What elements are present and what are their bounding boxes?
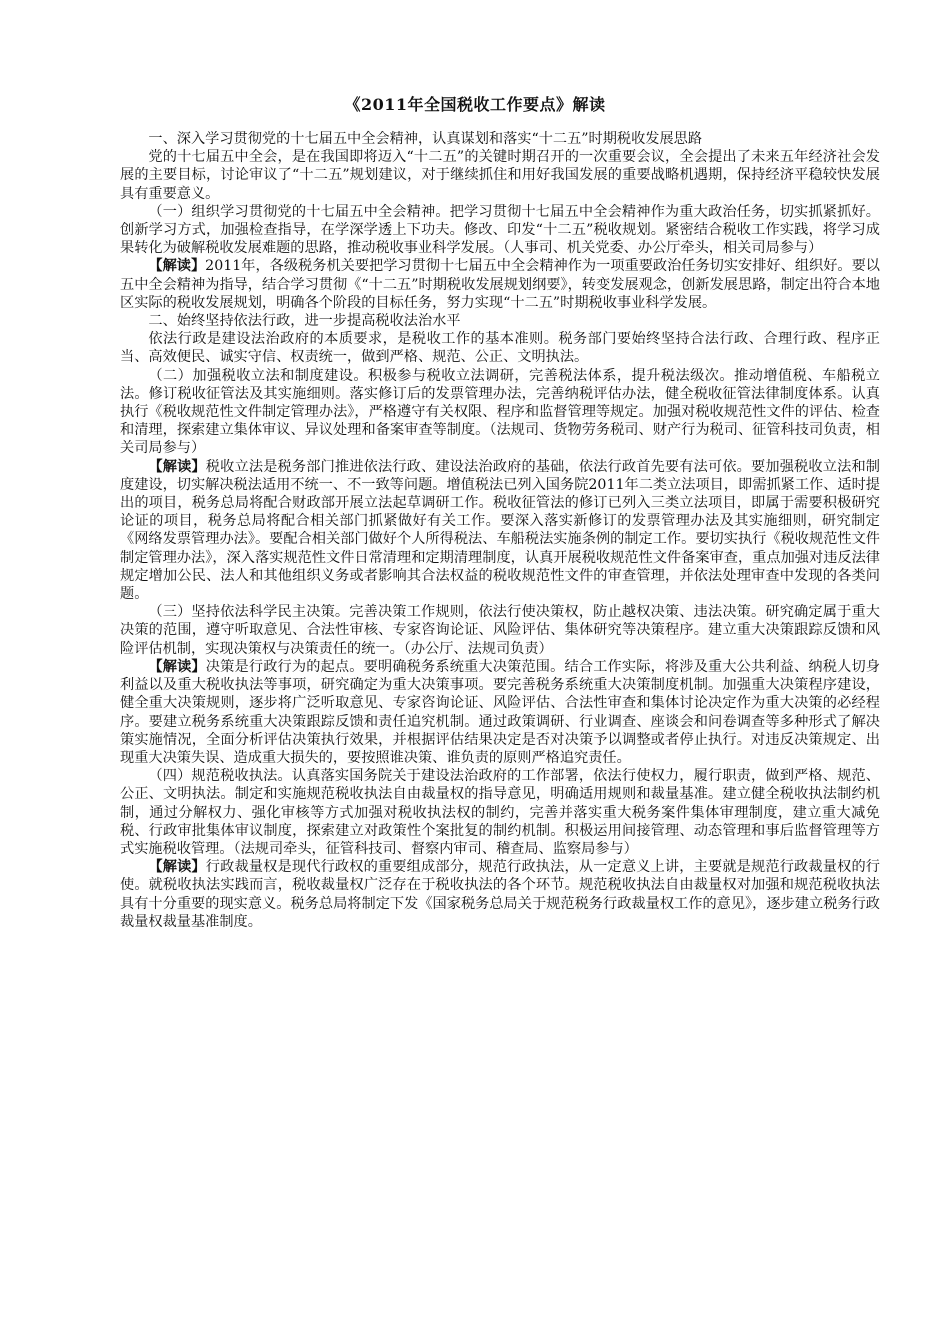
paragraph [120,658,880,767]
paragraph [120,330,880,366]
paragraph-text: 二、始终坚持依法行政，进一步提高税收法治水平 [148,313,461,330]
paragraph-text: 党的十七届五中全会，是在我国即将迈入“十二五”的关键时期召开的一次重要会议，全会提出了未来五年经济社会发展的主要目标，讨论审议了“十二五”规划建议，对于继续抓住和用好我国发展的重要战略机遇期，保持经济平稳较快发展具有重要意义。 [120,149,880,202]
paragraph [120,767,880,858]
paragraph [120,203,880,258]
paragraph [120,458,880,604]
document-title: 《2011年全国税收工作要点》解读 [344,95,606,114]
interpretation-tag: 【解读】 [148,258,206,275]
paragraph [120,603,880,658]
paragraph-text: （三）坚持依法科学民主决策。完善决策工作规则，依法行使决策权，防止越权决策、违法决策。研究确定属于重大决策的范围，遵守听取意见、合法性审核、专家咨询论证、风险评估、集体研究等决策程序。建立重大决策跟踪反馈和风险评估机制，实现决策权与决策责任的统一。（办公厅、法规司负责） [120,604,880,657]
paragraph-text: 行政裁量权是现代行政权的重要组成部分，规范行政执法，从一定意义上讲，主要就是规范行政裁量权的行使。就税收执法实践而言，税收裁量权广泛存在于税收执法的各个环节。规范税收执法自由裁量权对加强和规范税收执法具有十分重要的现实意义。税务总局将制定下发《国家税务总局关于规范税务行政裁量权工作的意见》，逐步建立税务行政裁量权裁量基准制度。 [120,859,880,930]
interpretation-tag: 【解读】 [148,859,206,876]
interpretation-tag: 【解读】 [148,658,206,675]
paragraph-text: （四）规范税收执法。认真落实国务院关于建设法治政府的工作部署，依法行使权力，履行职责，做到严格、规范、公正、文明执法。制定和实施规范税收执法自由裁量权的指导意见，明确适用规则和裁量基准。建立健全税收执法制约机制，通过分解权力、强化审核等方式加强对税收执法权的制约，完善并落实重大税务案件集体审理制度，建立重大减免税、行政审批集体审议制度，探索建立对政策性个案批复的制约机制。积极运用间接管理、动态管理和事后监督管理等方式实施税收管理。（法规司牵头，征管科技司、督察内审司、稽查局、监察局参与） [120,768,880,857]
paragraph-text: （二）加强税收立法和制度建设。积极参与税收立法调研，完善税法体系，提升税法级次。推动增值税、车船税立法。修订税收征管法及其实施细则。落实修订后的发票管理办法，完善纳税评估办法，健全税收征管法律制度体系。认真执行《税收规范性文件制定管理办法》，严格遵守有关权限、程序和监督管理等规定。加强对税收规范性文件的评估、检查和清理，探索建立集体审议、异议处理和备案审查等制度。（法规司、货物劳务税司、财产行为税司、征管科技司负责，相关司局参与） [120,367,880,457]
paragraph [120,130,880,148]
paragraph-text: 依法行政是建设法治政府的本质要求，是税收工作的基本准则。税务部门要始终坚持合法行政、合理行政、程序正当、高效便民、诚实守信、权责统一，做到严格、规范、公正、文明执法。 [120,331,880,366]
paragraph [120,367,880,458]
paragraph-text: 一、深入学习贯彻党的十七届五中全会精神，认真谋划和落实“十二五”时期税收发展思路 [148,131,703,147]
paragraph [120,312,880,330]
paragraph [120,257,880,312]
paragraph-text: 税收立法是税务部门推进依法行政、建设法治政府的基础，依法行政首先要有法可依。要加强税收立法和制度建设，切实解决税法适用不统一、不一致等问题。增值税法已列入国务院2011年二类立法项目，即需抓紧工作、适时提出的项目，税务总局将配合财政部开展立法起草调研工作。税收征管法的修订已列入三类立法项目，即属于需要积极研究论证的项目，税务总局将配合相关部门抓紧做好有关工作。要深入落实新修订的发票管理办法及其实施细则，研究制定《网络发票管理办法》。要配合相关部门做好个人所得税法、车船税法实施条例的制定工作。要切实执行《税收规范性文件制定管理办法》，深入落实规范性文件日常清理和定期清理制度，认真开展税收规范性文件备案审查，重点加强对违反法律规定增加公民、法人和其他组织义务或者影响其合法权益的税收规范性文件的审查管理，并依法处理审查中发现的各类问题。 [120,458,880,603]
paragraph-text: 决策是行政行为的起点。要明确税务系统重大决策范围。结合工作实际，将涉及重大公共利益、纳税人切身利益以及重大税收执法等事项，研究确定为重大决策事项。要完善税务系统重大决策制度机制。加强重大决策程序建设，健全重大决策规则，逐步将广泛听取意见、专家咨询论证、风险评估、合法性审查和集体讨论决定作为重大决策的必经程序。要建立税务系统重大决策跟踪反馈和责任追究机制。通过政策调研、行业调查、座谈会和问卷调查等多种形式了解决策实施情况，全面分析评估决策执行效果，并根据评估结果决定是否对决策予以调整或者停止执行。对违反决策规定、出现重大决策失误、造成重大损失的，要按照谁决策、谁负责的原则严格追究责任。 [120,658,880,766]
paragraph-text: 2011年，各级税务机关要把学习贯彻十七届五中全会精神作为一项重要政治任务切实安排好、组织好。要以五中全会精神为指导，结合学习贯彻《“十二五”时期税收发展规划纲要》，转变发展观念，创新发展思路，制定出符合本地区实际的税收发展规划，明确各个阶段的目标任务，努力实现“十二五”时期税收事业科学发展。 [120,258,880,311]
paragraph-text: （一）组织学习贯彻党的十七届五中全会精神。把学习贯彻十七届五中全会精神作为重大政治任务，切实抓紧抓好。创新学习方式，加强检查指导，在学深学透上下功夫。修改、印发“十二五”税收规划。紧密结合税收工作实践，将学习成果转化为破解税收发展难题的思路，推动税收事业科学发展。（人事司、机关党委、办公厅牵头，相关司局参与） [120,203,880,257]
paragraph [120,148,880,203]
paragraph [120,858,880,931]
document-body [120,130,880,931]
interpretation-tag: 【解读】 [148,458,206,475]
